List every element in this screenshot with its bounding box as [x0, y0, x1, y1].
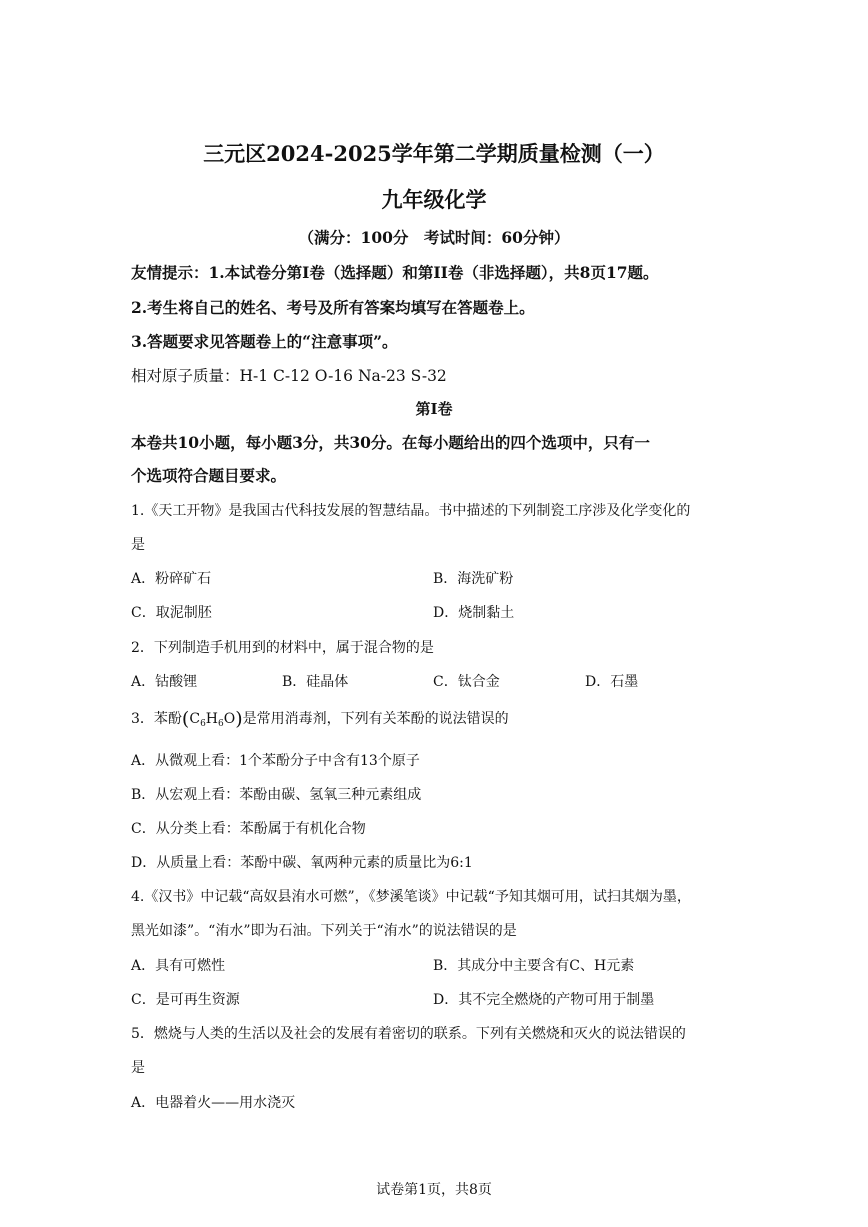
- question-4-option-d: D．其不完全燃烧的产物可用于制墨: [433, 992, 655, 1008]
- question-2-option-c: C．钛合金: [433, 674, 500, 690]
- formula-oxygen: O: [223, 711, 236, 727]
- question-1-stem-line-1: 1.《天工开物》是我国古代科技发展的智慧结晶。书中描述的下列制瓷工序涉及化学变化的: [131, 503, 691, 519]
- volume-1-instruction-2: 个选项符合题目要求。: [131, 466, 287, 485]
- exam-info: （满分：100分 考试时间：60分钟）: [298, 228, 570, 247]
- page-footer: 试卷第1页，共8页: [376, 1182, 492, 1198]
- question-3-stem-suffix: 是常用消毒剂，下列有关苯酚的说法错误的: [242, 711, 509, 727]
- formula-carbon-subscript: 6: [200, 719, 206, 729]
- formula-open-paren: (: [181, 708, 190, 730]
- volume-1-instruction-1: 本卷共10小题，每小题3分，共30分。在每小题给出的四个选项中，只有一: [131, 433, 650, 452]
- volume-1-title: 第I卷: [415, 400, 453, 418]
- question-1-option-b: B．海洗矿粉: [433, 571, 514, 587]
- note-line-1: 友情提示：1.本试卷分第I卷（选择题）和第II卷（非选择题），共8页17题。: [131, 263, 659, 282]
- question-1-option-a: A．粉碎矿石: [131, 571, 212, 587]
- question-2-option-b: B．硅晶体: [282, 674, 349, 690]
- atomic-mass-line: 相对原子质量：H-1 C-12 O-16 Na-23 S-32: [131, 367, 447, 385]
- formula-hydrogen-subscript: 6: [218, 719, 224, 729]
- question-4-option-a: A．具有可燃性: [131, 958, 226, 974]
- question-4-option-c: C．是可再生资源: [131, 992, 240, 1008]
- exam-subject: 九年级化学: [381, 187, 487, 212]
- question-3-stem-prefix: 3．苯酚: [131, 711, 182, 727]
- question-4-stem-line-1: 4.《汉书》中记载“高奴县洧水可燃”，《梦溪笔谈》中记载“予知其烟可用，试扫其烟为墨，: [131, 889, 691, 905]
- question-4-option-b: B．其成分中主要含有C、H元素: [433, 958, 635, 974]
- question-3-option-d: D．从质量上看：苯酚中碳、氧两种元素的质量比为6:1: [131, 855, 473, 871]
- note-line-3: 3.答题要求见答题卷上的“注意事项”。: [131, 332, 398, 351]
- exam-title: 三元区2024-2025学年第二学期质量检测（一）: [203, 141, 665, 166]
- question-5-stem-line-1: 5．燃烧与人类的生活以及社会的发展有着密切的联系。下列有关燃烧和灭火的说法错误的: [131, 1026, 686, 1042]
- question-2-stem: 2．下列制造手机用到的材料中，属于混合物的是: [131, 640, 434, 656]
- question-3-option-a: A．从微观上看：1个苯酚分子中含有13个原子: [131, 753, 420, 769]
- question-4-stem-line-2: 黑光如漆”。“洧水”即为石油。下列关于“洧水”的说法错误的是: [131, 923, 517, 939]
- question-1-stem-line-2: 是: [131, 537, 145, 553]
- question-5-stem-line-2: 是: [131, 1060, 145, 1076]
- question-5-option-a: A．电器着火——用水浇灭: [131, 1095, 296, 1111]
- formula-close-paren: ): [235, 708, 243, 730]
- question-3-option-c: C．从分类上看：苯酚属于有机化合物: [131, 821, 366, 837]
- question-3-option-b: B．从宏观上看：苯酚由碳、氢氧三种元素组成: [131, 787, 422, 803]
- formula-hydrogen: H: [205, 711, 219, 727]
- question-2-option-a: A．钴酸锂: [131, 674, 198, 690]
- phenol-formula: [182, 708, 243, 730]
- question-2-option-d: D．石墨: [585, 674, 639, 690]
- question-1-option-d: D．烧制黏土: [433, 605, 515, 621]
- question-3-stem: [131, 708, 509, 730]
- note-line-2: 2.考生将自己的姓名、考号及所有答案均填写在答题卷上。: [131, 298, 535, 317]
- formula-carbon: C: [189, 711, 201, 727]
- question-1-option-c: C．取泥制胚: [131, 605, 212, 621]
